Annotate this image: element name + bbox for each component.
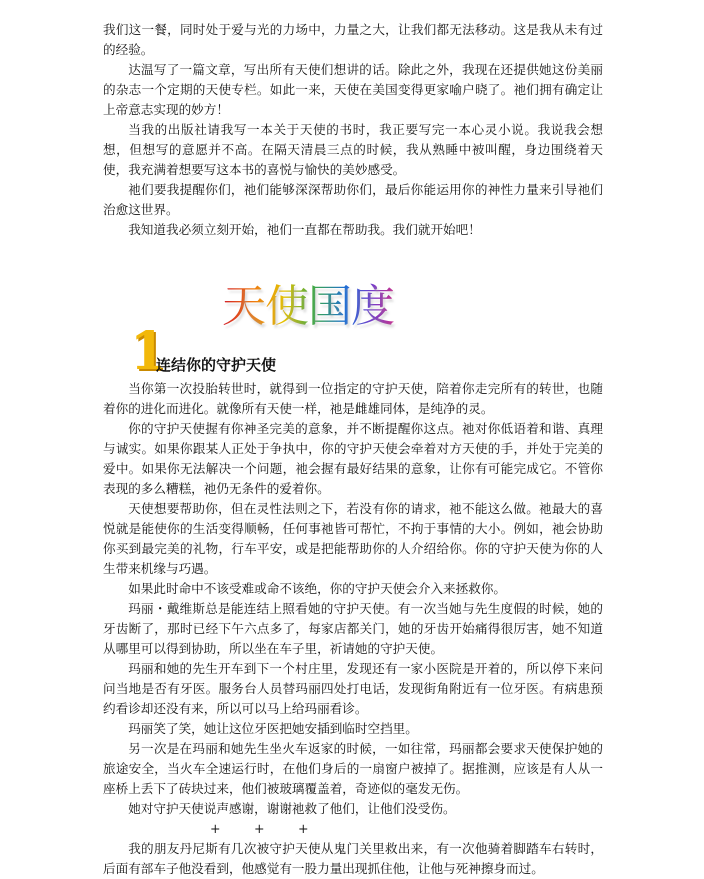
paragraph: 当你第一次投胎转世时，就得到一位指定的守护天使，陪着你走完所有的转世，也随着你的进化而进化。就像所有天使一样，祂是雌雄同体，是纯净的灵。	[103, 381, 603, 416]
separator-mark: +	[210, 821, 221, 836]
intro-text	[103, 20, 603, 240]
paragraph: 我们这一餐，同时处于爱与光的力场中，力量之大，让我们都无法移动。这是我从未有过的经验。	[103, 22, 603, 57]
chapter-title: 连结你的守护天使	[156, 356, 277, 374]
separator-mark: +	[254, 821, 265, 836]
paragraph: 玛丽笑了笑，她让这位牙医把她安插到临时空挡里。	[128, 721, 418, 736]
paragraph: 我知道我必须立刻开始，祂们一直都在帮助我。我们就开始吧！	[128, 222, 481, 237]
paragraph: 当我的出版社请我写一本关于天使的书时，我正要写完一本心灵小说。我说我会想想，但想写的意愿并不高。在隔天清晨三点的时候，我从熟睡中被叫醒，身边围绕着天使，我充满着想要写这本书的喜悦与愉快的美妙感受。	[103, 122, 603, 177]
chapter-body	[103, 379, 603, 879]
paragraph: 你的守护天使握有你神圣完美的意象，并不断提醒你这点。祂对你低语着和谐、真理与诚实。如果你跟某人正处于争执中，你的守护天使会牵着对方天使的手，并处于完美的爱中。如果你无法解决一个问题，祂会握有最好结果的意象，让你有可能完成它。不管你表现的多么糟糕，祂仍无条件的爱着你。	[103, 421, 603, 496]
separator-mark: +	[298, 821, 309, 836]
paragraph: 祂们要我提醒你们，祂们能够深深帮助你们，最后你能运用你的神性力量来引导祂们治愈这世界。	[103, 182, 603, 217]
paragraph: 如果此时命中不该受难或命不该绝，你的守护天使会介入来拯救你。	[128, 581, 506, 596]
paragraph: 另一次是在玛丽和她先生坐火车返家的时候，一如往常，玛丽都会要求天使保护她的旅途安全，当火车全速运行时，在他们身后的一扇窗户被掉了。据推测，应该是有人从一座桥上丢下了砖块过来，他们被玻璃覆盖着，奇迹似的毫发无伤。	[103, 741, 603, 796]
paragraph: 玛丽和她的先生开车到下一个村庄里，发现还有一家小医院是开着的，所以停下来问问当地是否有牙医。服务台人员替玛丽四处打电话，发现街角附近有一位牙医。有病患预约看诊却还没有来，所以可以马上给玛丽看诊。	[103, 661, 603, 716]
chapter-heading	[130, 321, 610, 382]
paragraph: 达温写了一篇文章，写出所有天使们想讲的话。除此之外，我现在还提供她这份美丽的杂志一个定期的天使专栏。如此一来，天使在美国变得更家喻户晓了。祂们拥有确定让上帝意志实现的妙方！	[103, 62, 603, 117]
paragraph: 我的朋友丹尼斯有几次被守护天使从鬼门关里救出来，有一次他骑着脚踏车右转时，后面有部车子他没看到，他感觉有一股力量出现抓住他，让他与死神擦身而过。	[103, 841, 603, 876]
chapter-number: 1	[130, 321, 167, 382]
paragraph: 天使想要帮助你，但在灵性法则之下，若没有你的请求，祂不能这么做。祂最大的喜悦就是能使你的生活变得顺畅，任何事祂皆可帮忙，不拘于事情的大小。例如，祂会协助你买到最完美的礼物，行车平安，或是把能帮助你的人介绍给你。你的守护天使为你的人生带来机缘与巧遇。	[103, 501, 603, 576]
section-title: 天使国度	[222, 270, 394, 334]
paragraph: 玛丽・戴维斯总是能连结上照看她的守护天使。有一次当她与先生度假的时候，她的牙齿断了，那时已经下午六点多了，每家店都关门，她的牙齿开始痛得很厉害，她不知道从哪里可以得到协助，所以坐在车子里，祈请她的守护天使。	[103, 601, 603, 656]
paragraph: 她对守护天使说声感谢，谢谢祂救了他们，让他们没受伤。	[128, 801, 456, 816]
section-separator	[103, 819, 603, 839]
